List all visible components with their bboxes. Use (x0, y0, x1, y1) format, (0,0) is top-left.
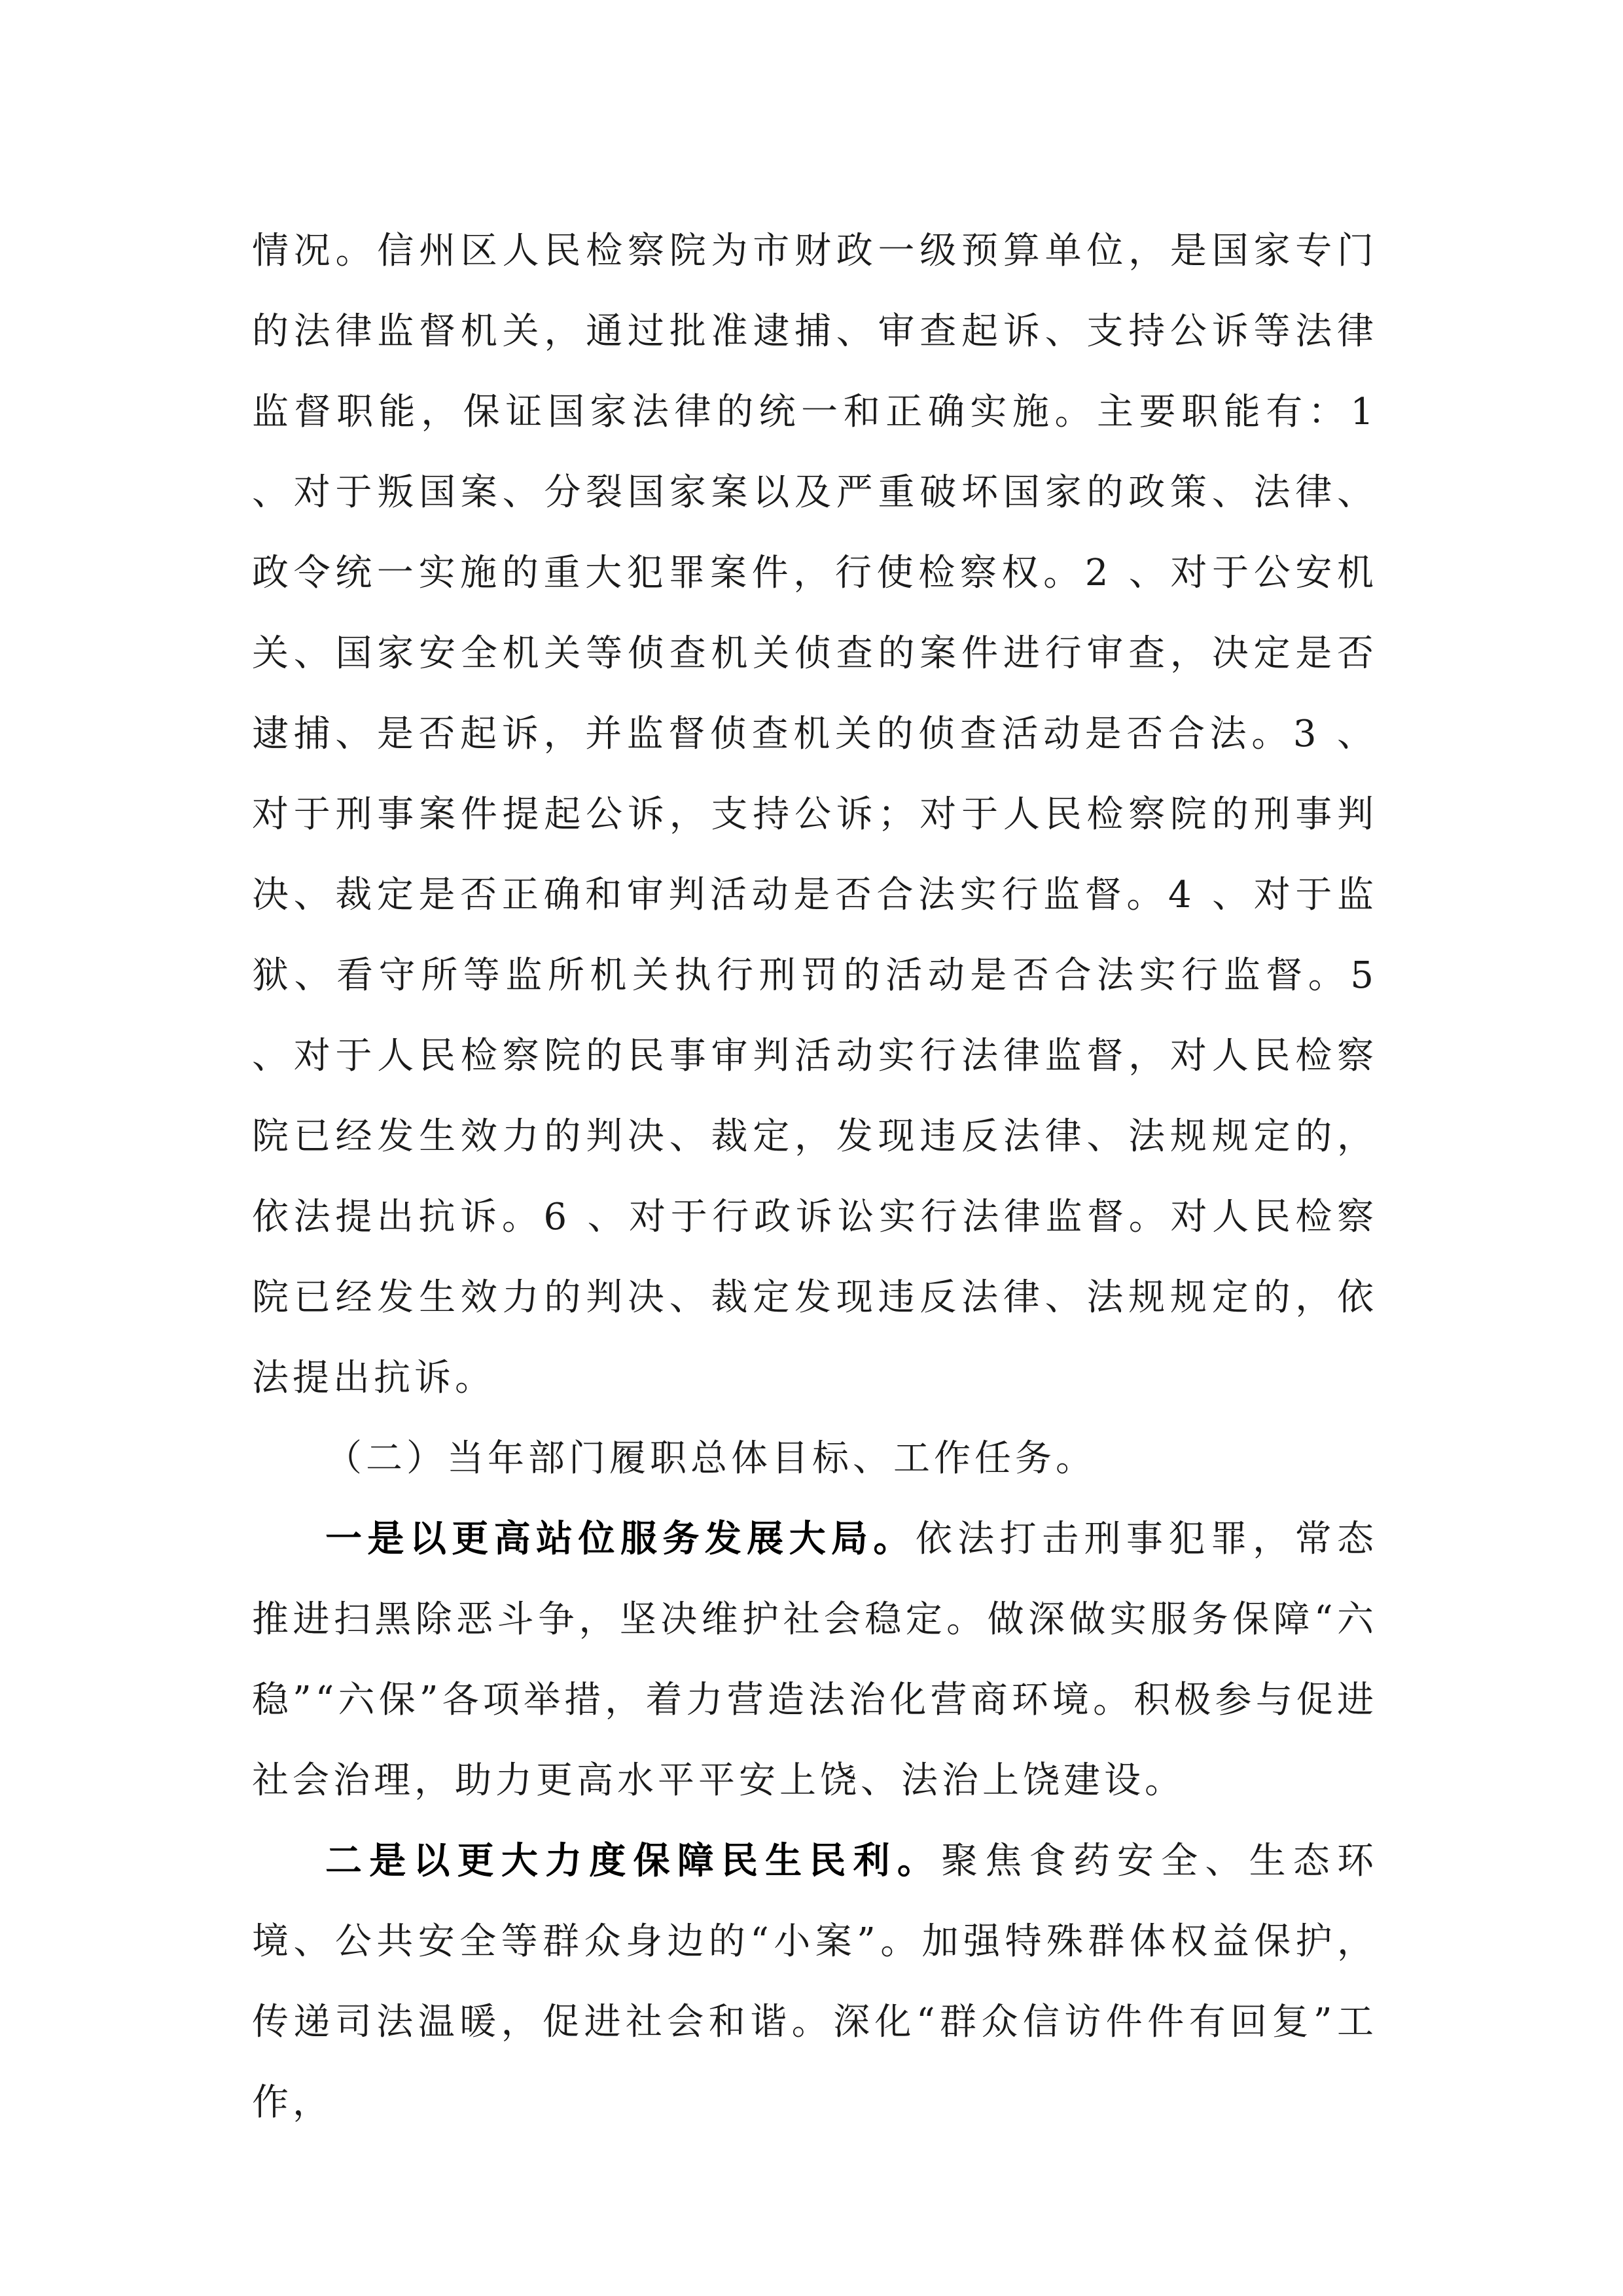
duties-paragraph: 情况。信州区人民检察院为市财政一级预算单位，是国家专门的法律监督机关，通过批准逮捕、审查起诉、支持公诉等法律监督职能，保证国家法律的统一和正确实施。主要职能有：1 、对于叛国案、分裂国家案以及严重破坏国家的政策、法律、政令统一实施的重大犯罪案件，行使检察权。2 、对于公安机关、国家安全机关等侦查机关侦查的案件进行审查，决定是否逮捕、是否起诉，并监督侦查机关的侦查活动是否合法。3 、对于刑事案件提起公诉，支持公诉；对于人民检察院的刑事判决、裁定是否正确和审判活动是否合法实行监督。4 、对于监狱、看守所等监所机关执行刑罚的活动是否合法实行监督。5 、对于人民检察院的民事审判活动实行法律监督，对人民检察院已经发生效力的判决、裁定，发现违反法律、法规规定的，依法提出抗诉。6 、对于行政诉讼实行法律监督。对人民检察院已经发生效力的判决、裁定发现违反法律、法规规定的，依法提出抗诉。 (252, 230, 1378, 1399)
goal-paragraph-2 (252, 1821, 1378, 2143)
document-body (252, 211, 1378, 2143)
goal-lead-1: 一是以更高站位服务发展大局。 (325, 1517, 916, 1560)
goal-paragraph-1 (252, 1499, 1378, 1821)
section-heading: （二）当年部门履职总体目标、工作任务。 (325, 1437, 1096, 1480)
goal-lead-2: 二是以更大力度保障民生民利。 (325, 1839, 942, 1882)
goal-text-2: 聚焦食药安全、生态环境、公共安全等群众身边的“小案”。加强特殊群体权益保护，传递司法温暖，促进社会和谐。深化“群众信访件件有回复”工作， (252, 1840, 1378, 2124)
goal-text-1: 依法打击刑事犯罪，常态推进扫黑除恶斗争，坚决维护社会稳定。做深做实服务保障“六稳”“六保”各项举措，着力营造法治化营商环境。积极参与促进社会治理，助力更高水平平安上饶、法治上饶建设。 (252, 1518, 1378, 1802)
